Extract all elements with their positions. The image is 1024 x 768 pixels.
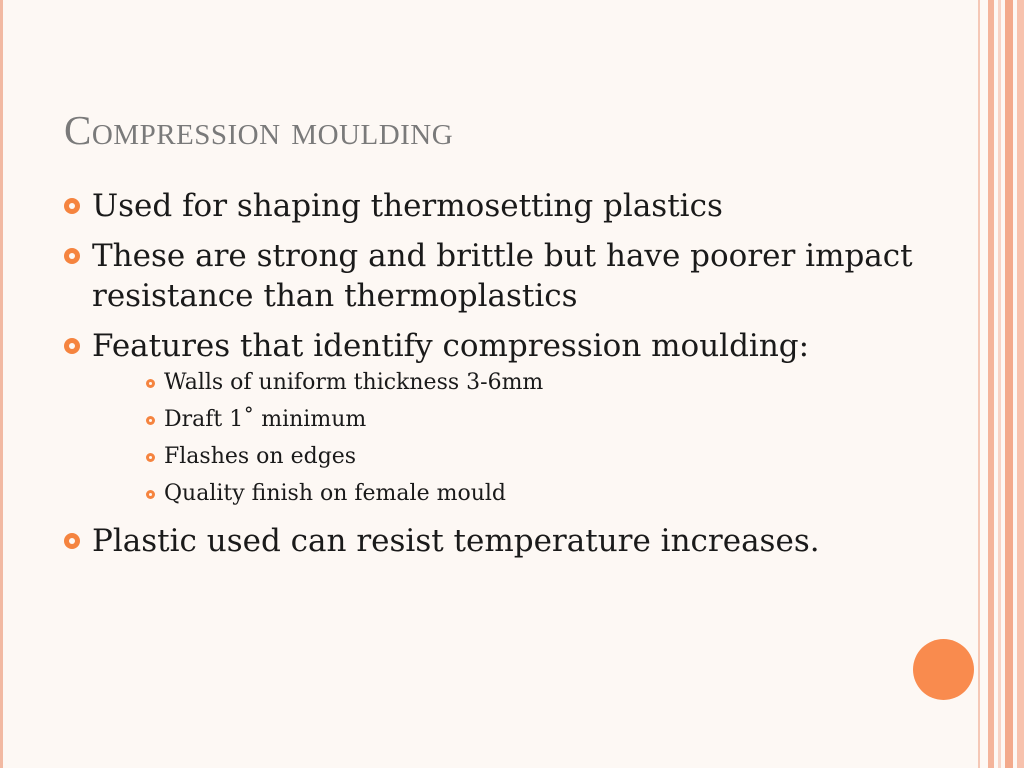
bullet-item xyxy=(64,326,944,366)
bullet-ring-icon xyxy=(146,379,155,388)
bullet-ring-icon xyxy=(64,533,80,549)
bullet-item xyxy=(64,236,944,316)
bullet-item xyxy=(64,521,944,561)
sub-bullet-item xyxy=(144,407,944,433)
decorative-circle xyxy=(913,639,974,700)
bullet-ring-icon xyxy=(146,416,155,425)
sub-bullet-list xyxy=(64,370,944,507)
decorative-stripe xyxy=(1005,0,1013,768)
sub-bullet-text: Flashes on edges xyxy=(164,444,357,469)
sub-bullet-text: Quality finish on female mould xyxy=(164,481,506,506)
left-border-line xyxy=(0,0,3,768)
sub-bullet-text: Draft 1˚ minimum xyxy=(164,407,367,432)
decorative-stripe xyxy=(988,0,994,768)
bullet-ring-icon xyxy=(146,490,155,499)
bullet-text: Plastic used can resist temperature increases. xyxy=(92,523,820,559)
decorative-stripe xyxy=(1017,0,1024,768)
decorative-stripe xyxy=(998,0,1001,768)
sub-bullet-item xyxy=(144,370,944,396)
sub-bullet-item xyxy=(144,444,944,470)
bullet-text: Features that identify compression moulding: xyxy=(92,328,810,364)
sub-bullet-text: Walls of uniform thickness 3-6mm xyxy=(164,370,544,395)
slide-title: Compression moulding xyxy=(64,107,454,153)
slide-body xyxy=(64,186,944,571)
bullet-text: These are strong and brittle but have poorer impact resistance than thermoplastics xyxy=(92,238,913,314)
bullet-ring-icon xyxy=(64,338,80,354)
bullet-ring-icon xyxy=(64,248,80,264)
bullet-item xyxy=(64,186,944,226)
bullet-ring-icon xyxy=(146,453,155,462)
sub-bullet-item xyxy=(144,481,944,507)
decorative-stripe xyxy=(978,0,980,768)
bullet-ring-icon xyxy=(64,198,80,214)
bullet-text: Used for shaping thermosetting plastics xyxy=(92,188,723,224)
